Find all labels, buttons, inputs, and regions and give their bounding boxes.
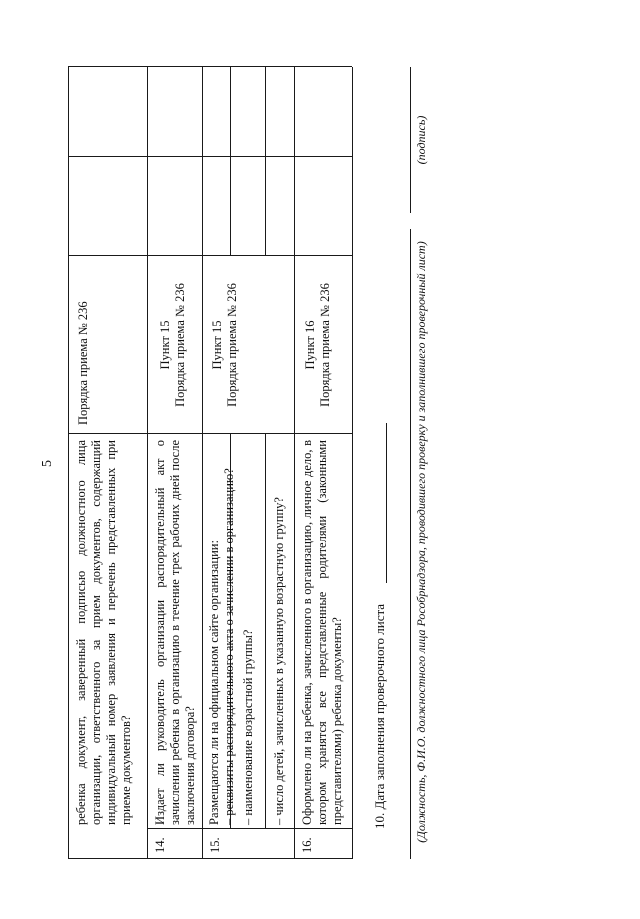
date-label: 10. Дата заполнения проверочного листа <box>372 603 387 829</box>
row-question-14: Издает ли руководитель организации распорядительный акт о зачислении ребенка в организацию в течение трех рабочих дней после заключения договора? <box>153 440 197 825</box>
row-reference-15: Пункт 15 Порядка приема № 236 <box>210 283 239 407</box>
row-reference-16: Пункт 16 Порядка приема № 236 <box>303 283 332 407</box>
row-subitem-15-count: – число детей, зачисленных в указанную возрастную группу? <box>272 497 286 825</box>
row-reference-continuation: Порядка приема № 236 <box>76 301 90 425</box>
date-underline <box>386 423 387 583</box>
row-subitem-15-group: – наименование возрастной группы? <box>241 629 255 825</box>
signature-position-line <box>410 229 411 859</box>
signature-caption: (Должность, Ф.И.О. должностного лица Рособрнадзора, проводившего проверку и заполнившего проверочный лист) <box>414 241 428 843</box>
row-question-15: Размещаются ли на официальном сайте организации: – реквизиты распорядительного акта о зачислении в организацию? <box>207 468 236 825</box>
signature-line <box>410 67 411 213</box>
page-number: 5 <box>40 460 55 467</box>
row-reference-14: Пункт 15 Порядка приема № 236 <box>158 283 187 407</box>
row-question-16: Оформлено ли на ребенка, зачисленного в организацию, личное дело, в котором хранятся все представленные родителями (законными представителями) ребенка документы? <box>300 440 344 825</box>
row-number-14: 14. <box>153 837 167 853</box>
row-number-15: 15. <box>208 837 222 853</box>
row-number-16: 16. <box>300 837 314 853</box>
signature-label: (подпись) <box>414 115 428 165</box>
row-question-continuation: ребенка документ, заверенный подписью должностного лица организации, ответственного за прием документов, содержащий индивидуальный номер заявления и перечень представленных при приеме документов? <box>74 440 133 825</box>
